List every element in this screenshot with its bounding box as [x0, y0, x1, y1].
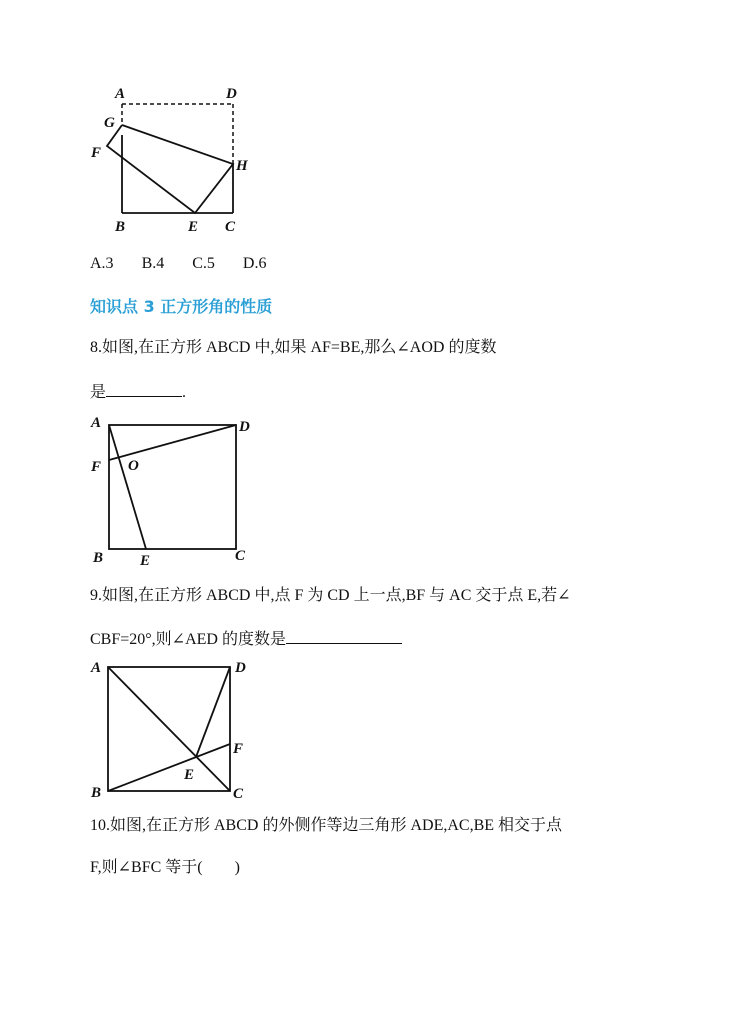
- segment-ae: [109, 425, 146, 549]
- label-D: D: [226, 86, 237, 102]
- folded-polygon: [107, 125, 233, 213]
- figure-square-aod: [85, 410, 265, 570]
- figure-3-svg: [85, 655, 265, 805]
- q9-line2: [90, 628, 402, 650]
- figure-2-svg: [85, 410, 265, 570]
- segment-fd: [109, 425, 236, 460]
- option-c: C.5: [192, 255, 215, 272]
- label-D: D: [239, 419, 250, 435]
- q10-line1: 10.如图,在正方形 ABCD 的外侧作等边三角形 ADE,AC,BE 相交于点: [90, 817, 563, 834]
- diagonal-ac: [108, 667, 230, 791]
- label-G: G: [104, 115, 115, 131]
- segment-de: [196, 667, 230, 757]
- option-d: D.6: [242, 255, 267, 272]
- option-a: A.3: [90, 255, 114, 272]
- q8-answer-blank: [106, 381, 182, 397]
- label-A: A: [115, 86, 126, 102]
- option-b: B.4: [141, 255, 165, 272]
- q8-prefix: 是: [90, 384, 107, 401]
- label-E: E: [184, 767, 195, 783]
- label-H: H: [236, 158, 248, 174]
- figure-1-svg: [85, 80, 265, 240]
- q7-options: [90, 254, 290, 274]
- figure-folded-rectangle: [85, 80, 265, 240]
- label-B: B: [115, 219, 126, 235]
- label-F: F: [233, 741, 244, 757]
- q9-line1: 9.如图,在正方形 ABCD 中,点 F 为 CD 上一点,BF 与 AC 交于点 E,若∠: [90, 587, 571, 604]
- label-A: A: [91, 415, 102, 431]
- label-C: C: [233, 786, 244, 802]
- q9-answer-blank: [286, 628, 402, 644]
- q9-prefix: CBF=20°,则∠AED 的度数是: [90, 631, 286, 648]
- label-E: E: [140, 553, 151, 569]
- label-D: D: [235, 660, 246, 676]
- label-F: F: [91, 145, 102, 161]
- label-C: C: [235, 548, 246, 564]
- q8-suffix: .: [182, 384, 187, 401]
- label-O: O: [128, 458, 139, 474]
- section-title: 知识点 3 正方形角的性质: [90, 297, 273, 316]
- segment-bf: [108, 744, 230, 791]
- label-B: B: [91, 785, 102, 801]
- label-C: C: [225, 219, 236, 235]
- q8-line2: [90, 381, 186, 403]
- figure-square-aed: [85, 655, 265, 805]
- label-F: F: [91, 459, 102, 475]
- label-B: B: [93, 550, 104, 566]
- q10-line2: F,则∠BFC 等于( ): [90, 859, 240, 876]
- label-A: A: [91, 660, 102, 676]
- q8-line1: 8.如图,在正方形 ABCD 中,如果 AF=BE,那么∠AOD 的度数: [90, 339, 497, 356]
- label-E: E: [188, 219, 199, 235]
